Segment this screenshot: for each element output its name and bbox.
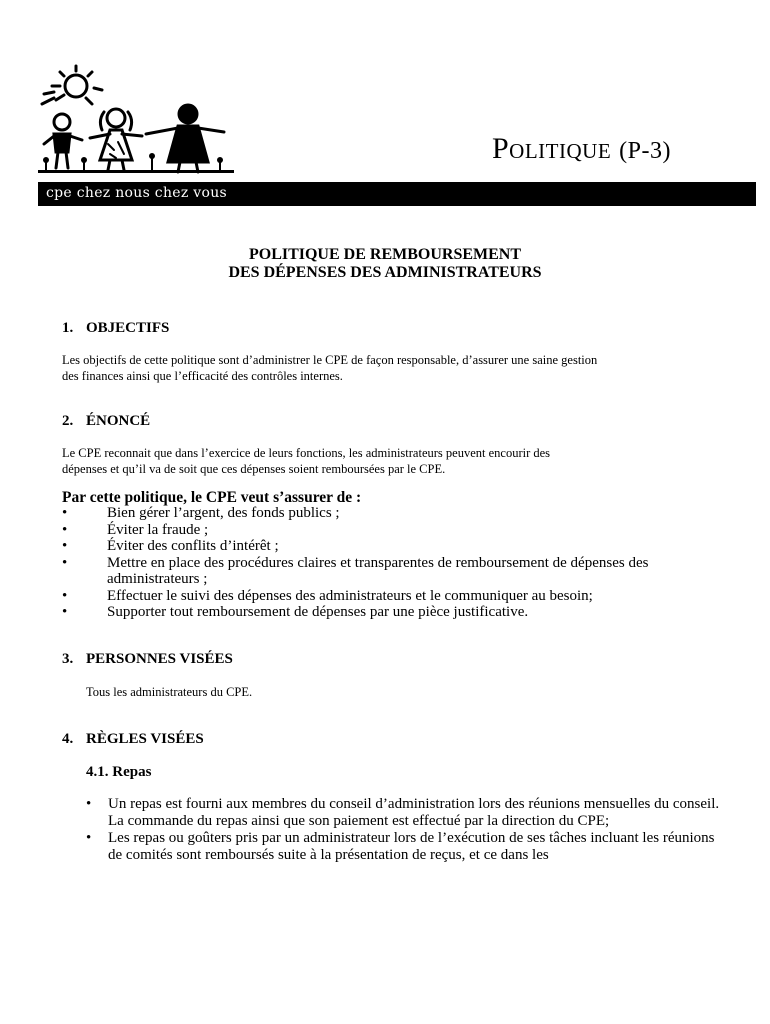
enonce-bullet-list [62, 505, 722, 621]
doc-title-main: Politique [492, 132, 612, 165]
section-number: 1. [62, 320, 74, 336]
list-item [62, 588, 722, 605]
list-item-text: Les repas ou goûters pris par un administrateur lors de l’exécution de ses tâches incluant les réunions de comités sont remboursés suite à la présentation de reçus, et ce dans les [108, 830, 715, 863]
paragraph-line: dépenses et qu’il va de soit que ces dépenses soient remboursées par le CPE. [62, 462, 446, 476]
list-item-text: Effectuer le suivi des dépenses des administrateurs et le communiquer au besoin; [107, 587, 593, 604]
list-item [86, 796, 726, 830]
policy-title-line2: DES DÉPENSES DES ADMINISTRATEURS [228, 264, 542, 281]
cpe-logo [38, 64, 234, 176]
list-item [86, 830, 726, 864]
policy-title-line1: POLITIQUE DE REMBOURSEMENT [248, 246, 522, 263]
paragraph-line: Les objectifs de cette politique sont d’administrer le CPE de façon responsable, d’assurer une saine gestion [62, 353, 598, 367]
list-item-text: Supporter tout remboursement de dépenses par une pièce justificative. [107, 604, 529, 620]
bullet: • [62, 587, 68, 604]
section-number: 3. [62, 651, 74, 667]
subsection-heading-repas: 4.1. Repas [86, 764, 152, 780]
bullet: • [62, 554, 68, 571]
section-title: ÉNONCÉ [86, 413, 151, 429]
list-item [62, 604, 722, 621]
enonce-paragraph [62, 445, 722, 477]
child-figure-2 [90, 109, 142, 170]
child-figure-1 [44, 114, 82, 168]
child-figure-3 [146, 105, 224, 172]
repas-bullet-list [86, 796, 726, 864]
section-heading-objectifs [62, 320, 169, 337]
list-item-text: Mettre en place des procédures claires et transparentes de remboursement de dépenses des administrateurs ; [107, 554, 649, 587]
bullet: • [86, 796, 92, 812]
paragraph-line: des finances ainsi que l’efficacité des contrôles internes. [62, 369, 343, 383]
list-item-text: Éviter des conflits d’intérêt ; [107, 538, 279, 554]
section-heading-regles-visees [62, 731, 204, 748]
header-banner [38, 182, 756, 206]
section-title: OBJECTIFS [86, 320, 170, 336]
bullet: • [62, 521, 68, 538]
list-item-text: Un repas est fourni aux membres du conseil d’administration lors des réunions mensuelles du conseil. La commande du repas ainsi que son paiement est effectué par la direction du CPE; [108, 796, 720, 829]
objectifs-paragraph [62, 352, 722, 384]
section-title: PERSONNES VISÉES [86, 651, 233, 667]
bullet: • [62, 538, 68, 554]
bullet: • [86, 830, 92, 846]
bullet: • [62, 604, 68, 620]
list-item [62, 522, 722, 539]
banner-text: cpe chez nous chez vous [46, 185, 228, 201]
paragraph-line: Le CPE reconnait que dans l’exercice de leurs fonctions, les administrateurs peuvent encourir des [62, 446, 551, 460]
sun-icon [42, 66, 102, 104]
document-title [492, 132, 671, 166]
section-number: 2. [62, 413, 74, 429]
list-item-text: Éviter la fraude ; [107, 521, 209, 538]
list-item-text: Bien gérer l’argent, des fonds publics ; [107, 505, 340, 521]
list-item [62, 555, 722, 588]
section-heading-enonce [62, 413, 150, 430]
section-title: RÈGLES VISÉES [86, 731, 204, 747]
personnes-visees-text: Tous les administrateurs du CPE. [86, 685, 253, 699]
enonce-lead: Par cette politique, le CPE veut s’assurer de : [62, 489, 362, 506]
section-number: 4. [62, 731, 74, 747]
section-heading-personnes-visees [62, 651, 233, 668]
doc-code: (P-3) [619, 138, 671, 164]
list-item [62, 505, 722, 522]
bullet: • [62, 505, 68, 521]
list-item [62, 538, 722, 555]
